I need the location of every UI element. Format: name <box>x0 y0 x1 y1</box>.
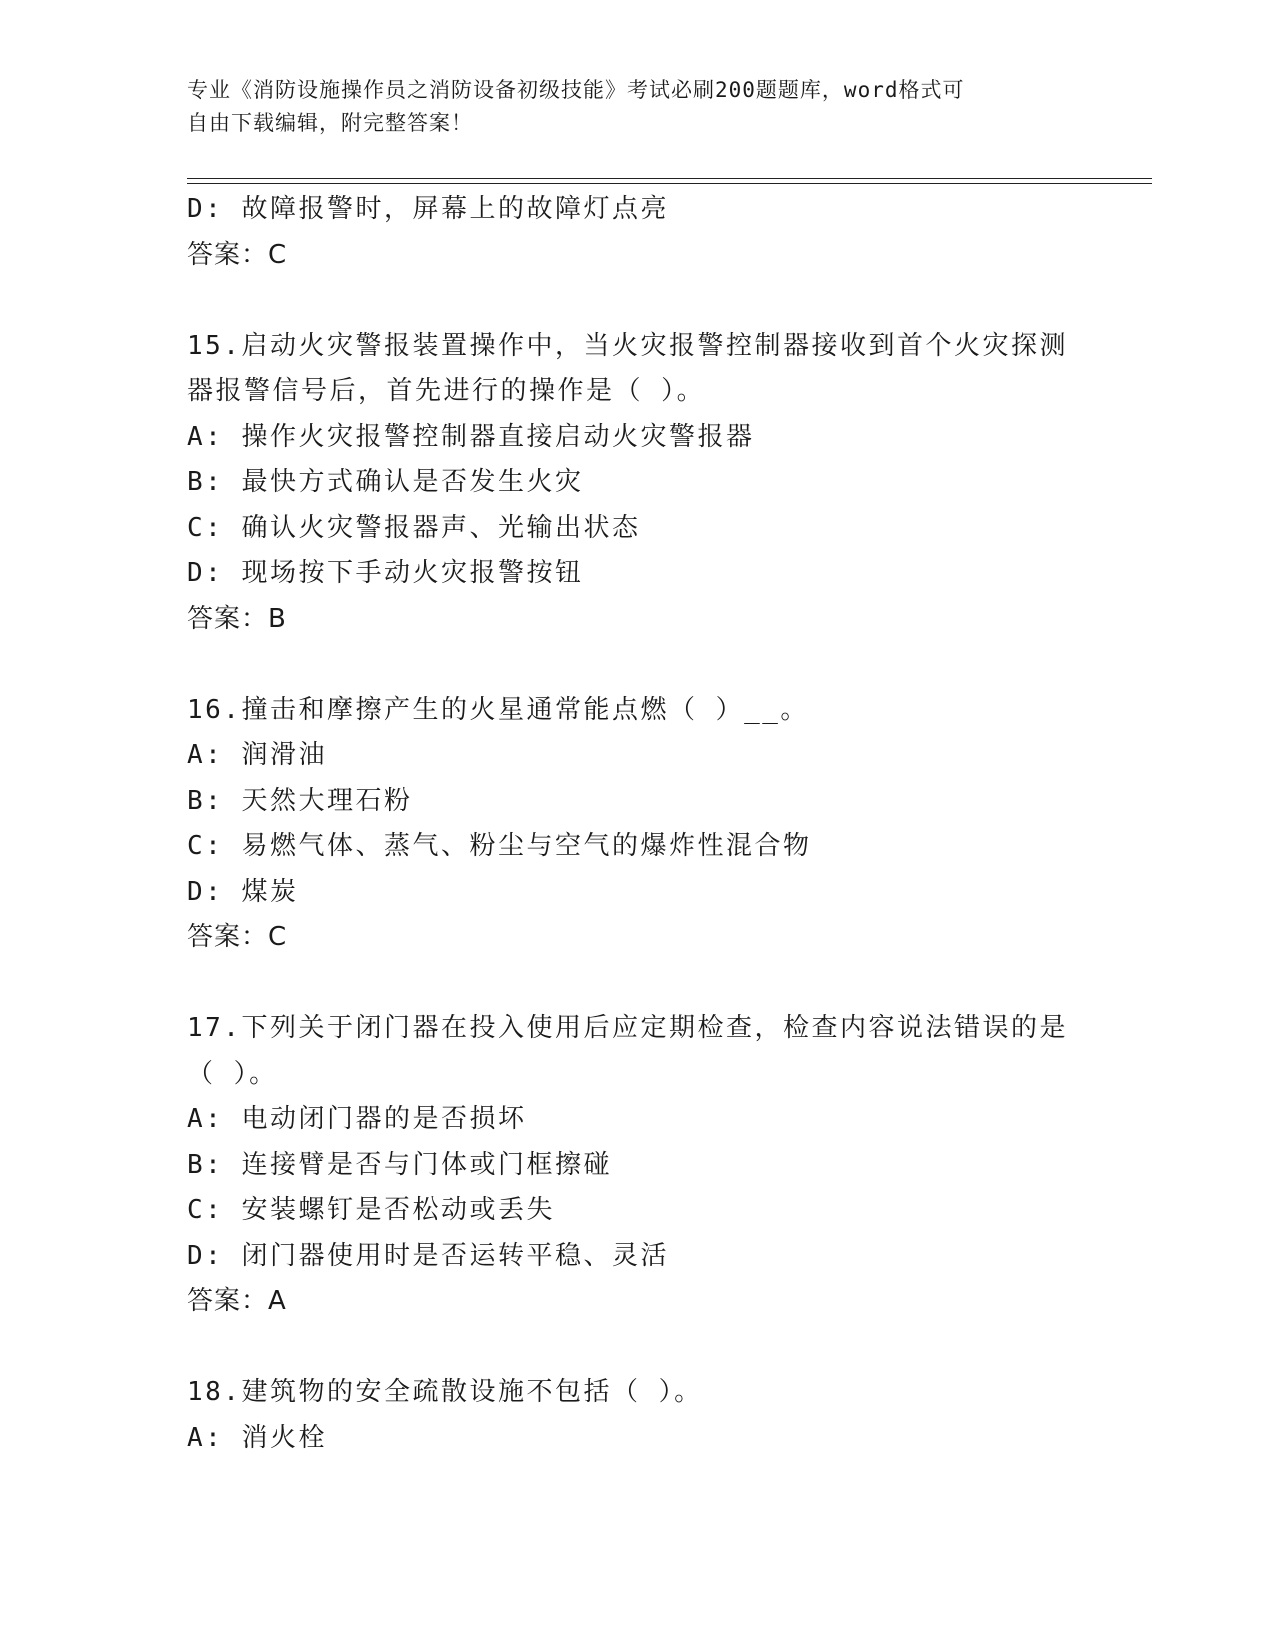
question-17-option-a: A: 电动闭门器的是否损坏 <box>187 1104 527 1134</box>
question-15-option-a: A: 操作火灾报警控制器直接启动火灾警报器 <box>187 421 755 452</box>
question-17-answer: 答案：A <box>187 1286 287 1316</box>
question-15-text-line-2: 器报警信号后，首先进行的操作是（ ）。 <box>187 376 706 406</box>
question-18-text: 18.建筑物的安全疏散设施不包括（ ）。 <box>187 1377 703 1407</box>
question-16-option-a: A: 润滑油 <box>187 740 327 770</box>
question-16-option-d: D: 煤炭 <box>187 876 299 907</box>
question-17-option-c: C: 安装螺钉是否松动或丢失 <box>187 1195 555 1225</box>
spacer <box>187 1325 1087 1371</box>
question-17-text-line-1: 17.下列关于闭门器在投入使用后应定期检查，检查内容说法错误的是 <box>187 1013 1068 1043</box>
header-title-line-1: 专业《消防设施操作员之消防设备初级技能》考试必刷200题题库，word格式可 <box>187 78 965 102</box>
question-16-answer: 答案：C <box>187 922 288 952</box>
question-15-option-d: D: 现场按下手动火灾报警按钮 <box>187 558 584 588</box>
document-header <box>187 74 1087 140</box>
question-15-answer: 答案：B <box>187 603 287 634</box>
spacer <box>187 642 1087 688</box>
question-16-option-b: B: 天然大理石粉 <box>187 785 413 816</box>
question-17-text-line-2: （ ）。 <box>187 1058 278 1089</box>
question-16-text: 16.撞击和摩擦产生的火星通常能点燃（ ）__。 <box>187 694 809 725</box>
header-divider-top <box>187 178 1152 179</box>
question-16-option-c: C: 易燃气体、蒸气、粉尘与空气的爆炸性混合物 <box>187 831 812 861</box>
question-14-answer: 答案：C <box>187 239 288 270</box>
question-content <box>187 187 1087 1461</box>
question-17-option-b: B: 连接臂是否与门体或门框擦碰 <box>187 1149 612 1180</box>
question-18-option-a: A: 消火栓 <box>187 1422 327 1453</box>
spacer <box>187 278 1087 324</box>
question-15-option-b: B: 最快方式确认是否发生火灾 <box>187 467 584 497</box>
header-divider-bottom <box>187 183 1152 184</box>
question-15-text-line-1: 15.启动火灾警报装置操作中，当火灾报警控制器接收到首个火灾探测 <box>187 330 1068 361</box>
spacer <box>187 961 1087 1007</box>
question-17-option-d: D: 闭门器使用时是否运转平稳、灵活 <box>187 1240 669 1271</box>
header-title-line-2: 自由下载编辑，附完整答案！ <box>187 111 473 135</box>
question-14-option-d: D: 故障报警时，屏幕上的故障灯点亮 <box>187 194 669 224</box>
question-15-option-c: C: 确认火灾警报器声、光输出状态 <box>187 512 641 543</box>
